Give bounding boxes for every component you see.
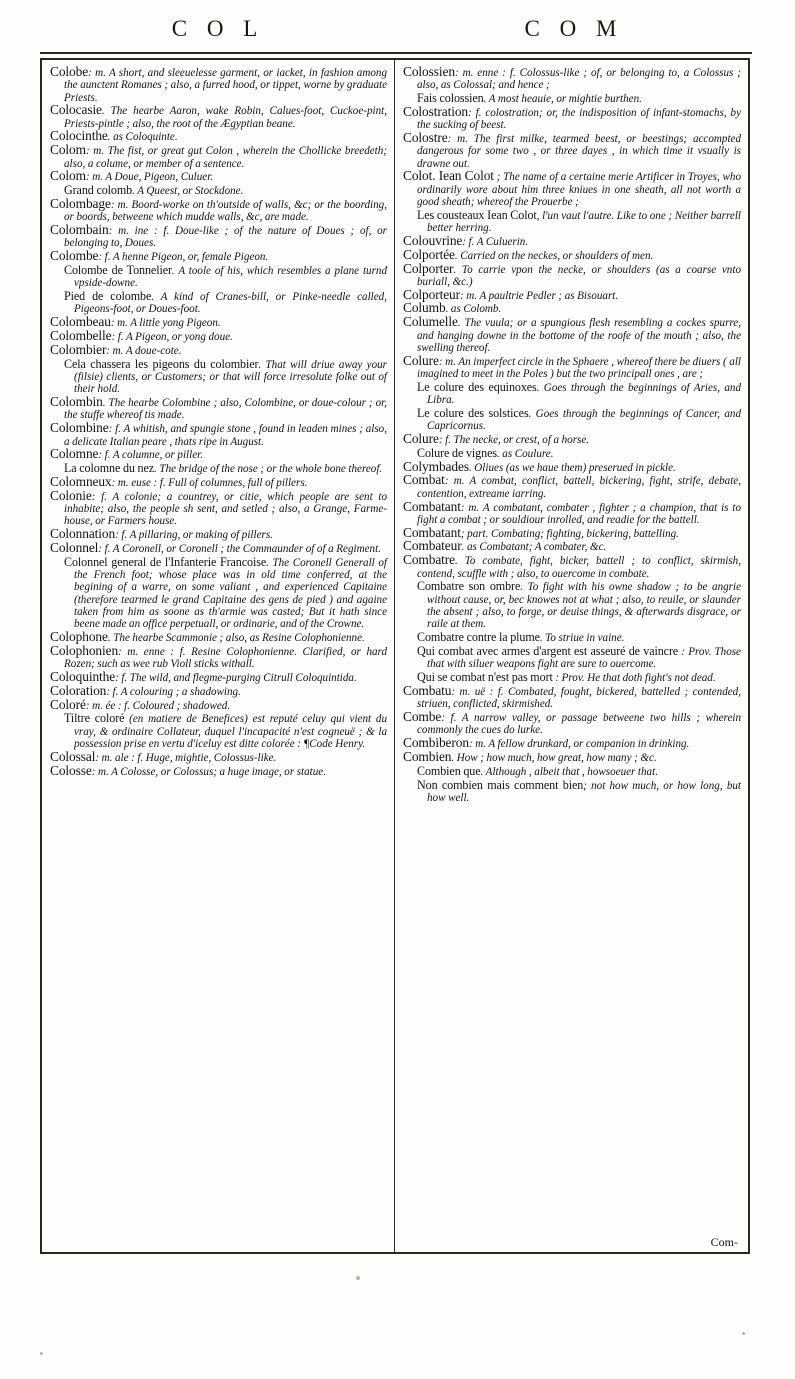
entry-definition: : f. A columne, or piller. (98, 449, 203, 462)
entry-headword: Grand colomb (64, 183, 133, 198)
entry-headword: Combat (403, 472, 445, 488)
entry-definition: . To combate, fight, bicker, battell ; to conflict, skirmish, contend, scuffle with ; also, to ouercome in combate. (417, 555, 741, 580)
dictionary-entry (50, 224, 387, 250)
entry-headword: Columelle (403, 314, 458, 330)
sub-entry (403, 645, 741, 671)
entry-definition: . The hearbe Colombine ; also, Colombine, or doue-colour ; or, the stuffe whereof tis made. (64, 397, 387, 422)
dictionary-entry (403, 103, 741, 132)
entry-definition: ; The name of a certaine merie Artificer in Troyes, who ordinarily wore about him three kniues in one sheath, all not worth a good sheath; whereof the Prouerbe ; (417, 171, 741, 208)
entry-definition: . Goes through the beginnings of Cancer, and Capricornus. (427, 407, 741, 433)
dictionary-entry (50, 476, 387, 489)
dictionary-entry (403, 430, 741, 446)
dictionary-entry (50, 170, 387, 183)
entry-definition: . as Coulure. (496, 447, 554, 460)
running-head (40, 16, 752, 50)
entry-headword: Colure (403, 430, 439, 446)
entry-headword: Colom (50, 142, 86, 158)
entry-definition: : f. A Pigeon, or yong doue. (111, 331, 233, 344)
entry-definition: : f. A colouring ; a shadowing. (106, 685, 241, 698)
dictionary-entry (403, 554, 741, 580)
entry-headword: Colostre (403, 130, 448, 146)
entry-definition: ; part. Combating; fighting, bickering, battelling. (460, 527, 679, 540)
dictionary-entry (403, 734, 741, 750)
entry-headword: Colophonien (50, 642, 119, 658)
entry-definition: : Prov. He that doth fight's not dead. (552, 671, 716, 684)
entry-definition: : m. A combat, conflict, battell, bickering, fight, strife, debate, contention, extreame iarring. (417, 475, 741, 500)
dictionary-entry (50, 396, 387, 422)
entry-headword: Combe (403, 708, 442, 724)
entry-definition: : f. The necke, or crest, of a horse. (438, 433, 590, 446)
entry-headword: Colocinthe (50, 128, 108, 144)
entry-definition: : m. The first milke, tearmed beest, or beestings; accompted dangerous for some two , or three dayes , in which time it vsually is drawne out. (417, 133, 741, 170)
dictionary-entry (403, 352, 741, 381)
entry-headword: Le colure des equinoxes (417, 379, 537, 394)
dictionary-entry (50, 696, 387, 712)
sub-entry (403, 631, 741, 644)
entry-definition: : m. enne : f. Resine Colophonienne. Clarified, or hard Rozen; such as wee rub Violl sticks withall. (64, 645, 387, 671)
running-head-left: C O L (171, 16, 265, 41)
sub-entry (50, 358, 387, 396)
entry-headword: Combatant (403, 524, 461, 540)
entry-headword: Colouvrine (403, 232, 463, 248)
dictionary-entry (50, 487, 387, 528)
entry-definition: . as Colomb. (445, 303, 502, 316)
entry-headword: Colportée (403, 246, 455, 262)
entry-headword: Colocasie (50, 102, 102, 118)
entry-definition: . A most heauie, or mightie burthen. (483, 93, 642, 106)
dictionary-entry (50, 144, 387, 170)
entry-definition: . The Coronell Generall of the French foot; whose place was in old time conferred, at the begining of a warre, on some valiant , and experienced Capitaine (therefore tearmed le grand Capitaine des gens de pied ) and againe taken from him as soone as th'armie was casted; But it hath since beene made an office perpetuall, or ordinarie, and of the Crowne. (74, 556, 387, 631)
entry-headword: Le colure des solstices (417, 405, 529, 420)
dictionary-entry (403, 170, 741, 208)
entry-definition: . The hearbe Scammonie ; also, as Resine Colophonienne. (107, 632, 365, 644)
dictionary-entry (403, 286, 741, 302)
dictionary-entry (403, 458, 741, 474)
entry-headword: Combien (403, 748, 452, 764)
entry-headword: Colom (50, 168, 86, 184)
dictionary-entry (50, 341, 387, 357)
entry-headword: Colporter (403, 260, 454, 276)
entry-headword: Colure de vignes (417, 445, 497, 460)
entry-headword: Colombier (50, 341, 107, 357)
dictionary-entry (50, 528, 387, 541)
entry-definition: : f. colostration; or, the indisposition of infant-stomachs, by the sucking of beest. (417, 106, 741, 132)
entry-definition: : f. The wild, and flegme-purging Citrull Coloquintida. (115, 671, 357, 684)
entry-definition: : m. A short, and sleeuelesse garment, or iacket, in fashion among the aunctent Romanes ; also, a furred hood, or tippet, worne by graduate Priests. (64, 67, 387, 104)
entry-definition: . To carrie vpon the necke, or shoulders (as a coarse vnto buriall, &c.) (417, 263, 741, 288)
dictionary-entry (50, 748, 387, 764)
page-sheet (40, 8, 752, 1254)
entry-definition: : m. euse : f. Full of columnes, full of pillers. (111, 477, 308, 490)
entry-headword: Combiberon (403, 734, 469, 750)
sub-entry (403, 671, 741, 684)
dictionary-entry (50, 642, 387, 671)
sub-entry (403, 765, 741, 778)
entry-headword: Colombeau (50, 314, 111, 330)
entry-definition: : f. A pillaring, or making of pillers. (115, 529, 273, 542)
head-rule (40, 52, 752, 54)
dictionary-entry (403, 316, 741, 354)
entry-headword: Colonnel (50, 540, 99, 556)
running-head-right: C O M (524, 16, 624, 41)
page-speck (742, 1332, 745, 1335)
entry-definition: : m. enne : f. Colossus-like ; of, or belonging to, a Colossus ; also, as Colossal; and hence ; (417, 67, 741, 92)
entry-definition: . The bridge of the nose ; or the whole bone thereof. (154, 463, 383, 476)
sub-entry (50, 712, 387, 750)
sub-entry (403, 407, 741, 433)
entry-headword: Colymbades (403, 458, 469, 474)
entry-headword: Qui combat avec armes d'argent est asseuré de vaincre (417, 643, 679, 658)
entry-headword: Combateur (403, 538, 462, 554)
entry-definition: . To striue in vaine. (539, 632, 625, 644)
column-left (42, 60, 395, 1252)
dictionary-entry (50, 130, 387, 143)
dictionary-entry (50, 422, 387, 448)
entry-headword: Colombain (50, 222, 109, 238)
sub-entry (50, 264, 387, 290)
entry-headword: Colossal (50, 748, 96, 764)
entry-definition: : m. An imperfect circle in the Sphaere , whereof there be diuers ( all imagined to meet in the Poles ) but the two principall ones , are ; (417, 355, 741, 380)
dictionary-entry (403, 260, 741, 289)
entry-headword: Colombelle (50, 328, 112, 344)
entry-headword: Les cousteaux Iean Colot (417, 207, 537, 222)
entry-headword: Colombe de Tonnelier (64, 263, 172, 278)
entry-definition: . Goes through the beginnings of Aries, and Libra. (427, 381, 741, 406)
dictionary-entry (50, 66, 387, 104)
entry-definition: . How ; how much, how great, how many ; &c. (451, 751, 657, 764)
entry-definition: . A toole of his, which resembles a plane turnd vpside-downe. (74, 265, 387, 290)
entry-headword: Coloré (50, 696, 86, 712)
entry-headword: Pied de colombe (64, 289, 152, 304)
dictionary-entry (403, 246, 741, 262)
entry-definition: . A kind of Cranes-bill, or Pinke-needle called, Pigeons-foot, or Doues-foot. (74, 291, 387, 316)
entry-headword: Combien que (417, 763, 481, 778)
entry-definition: : f. A colonie; a countrey, or citie, which people are sent to inhabite; also, the people sh sent, and setled ; also, a Grange, Farme-house, or Farmers house. (64, 490, 387, 528)
entry-headword: Colomne (50, 446, 99, 462)
entry-headword: Colombine (50, 420, 109, 436)
entry-headword: Combatre contre la plume (417, 630, 540, 644)
entry-definition: : m. ale : f. Huge, mightie, Colossus-like. (95, 751, 277, 764)
dictionary-entry (50, 542, 387, 555)
entry-headword: Non combien mais comment bien (417, 777, 584, 792)
entry-definition: : f. A narrow valley, or passage betweene two hills ; wherein commonly the cues do lurke. (417, 711, 741, 737)
entry-headword: Coloquinthe (50, 668, 116, 684)
entry-definition: : m. A doue-cote. (106, 344, 182, 357)
entry-definition: : Prov. Those that with siluer weapons fight are sure to ouercome. (427, 645, 741, 671)
page-speck (40, 1352, 43, 1355)
entry-headword: Colombe (50, 248, 99, 264)
dictionary-entry (50, 448, 387, 461)
entry-headword: Fais colossien (417, 91, 484, 106)
entry-definition: : m. ine : f. Doue-like ; of the nature of Doues ; of, or belonging to, Doues. (64, 225, 387, 250)
entry-definition: : m. ée : f. Coloured ; shadowed. (85, 699, 231, 712)
entry-headword: Colure (403, 352, 439, 368)
entry-definition: . Although , albeit that , howsoeuer that. (480, 765, 658, 778)
entry-headword: Colophone (50, 629, 108, 644)
sub-entry (403, 209, 741, 235)
sub-entry (50, 290, 387, 316)
entry-headword: Cela chassera les pigeons du colombier (64, 356, 259, 371)
entry-headword: Colonnation (50, 526, 116, 542)
catchword: Com- (710, 1235, 738, 1249)
dictionary-entry (403, 66, 741, 92)
entry-headword: Combatu (403, 682, 452, 698)
entry-definition: : f. A whitish, and spungie stone , found in leaden mines ; also, a delicate Italian peare , thats ripe in August. (64, 423, 387, 448)
entry-definition: : m. A combatant, combater , fighter ; a champion, that is to fight a combat ; or souldiour inrolled, and readie for the battell. (417, 501, 741, 526)
dictionary-entry (403, 474, 741, 500)
entry-headword: Combatant (403, 498, 461, 514)
entry-definition: . A Queest, or Stockdone. (132, 185, 244, 198)
entry-headword: Colonnel general de l'Infanterie Francoise (64, 554, 267, 569)
entry-definition: : f. A Culuerin. (462, 235, 529, 248)
entry-headword: Colossien (403, 64, 455, 79)
entry-definition: . Oliues (as we haue them) preserued in pickle. (468, 461, 676, 474)
dictionary-entry (50, 682, 387, 698)
entry-definition: : m. Boord-worke on th'outside of walls, &c; or the boording, or boords, betweene which mudde walls, &c, are made. (64, 199, 387, 224)
entry-headword: La colomne du nez (64, 461, 155, 476)
entry-definition: : m. A paultrie Pedler ; as Bisouart. (460, 289, 619, 302)
entry-headword: Colostration (403, 103, 469, 119)
dictionary-entry (403, 708, 741, 737)
entry-headword: Tiltre coloré (64, 711, 125, 726)
entry-definition: . That will driue away your (filsie) clients, or Customers; or that will force irresolute folke out of their hold. (74, 358, 387, 396)
entry-definition: : m. The fist, or great gut Colon , wherein the Chollicke breedeth; also, a colume, or member of a sentence. (64, 145, 387, 170)
entry-headword: Coloration (50, 682, 107, 698)
page-speck (356, 1276, 360, 1280)
entry-headword: Colomneux (50, 474, 112, 490)
dictionary-entry (50, 762, 387, 778)
dictionary-entry (403, 748, 741, 764)
entry-headword: Colosse (50, 762, 92, 778)
sub-entry (403, 580, 741, 630)
entry-definition: : m. A Doue, Pigeon, Culuer. (85, 171, 214, 184)
entry-definition: . The vuula; or a spungious flesh resembling a cockes spurre, and hanging downe in the bottome of the roofe of the mouth ; also, the swelling thereof. (417, 317, 741, 354)
entry-definition: : m. A little yong Pigeon. (110, 317, 221, 330)
entry-definition: : m. A fellow drunkard, or companion in drinking. (468, 737, 690, 750)
entry-definition: : m. A Colosse, or Colossus; a huge image, or statue. (91, 765, 326, 778)
column-right (395, 60, 748, 1252)
entry-headword: Colobe (50, 64, 89, 79)
sub-entry (50, 556, 387, 631)
entry-definition: , l'un vaut l'autre. Like to one ; Neither barrell better herring. (427, 209, 741, 234)
entry-definition: : m. uë : f. Combated, fought, bickered, battelled ; contended, striuen, conflicted, skirmished. (417, 685, 741, 711)
dictionary-entry (50, 250, 387, 263)
dictionary-entry (50, 104, 387, 130)
entry-definition: . as Coloquinte. (107, 131, 178, 144)
dictionary-entry (403, 498, 741, 527)
entry-headword: Columb (403, 300, 446, 316)
dictionary-entry (50, 198, 387, 224)
sub-entry (403, 779, 741, 805)
entry-definition: (en matiere de Benefices) est reputé celuy qui vient du vray, & ordinaire Collateur, duquel l'incapacité n'est cogneuë ; & la possession prise en vertu d'iceluy est ditte colorée : ¶Code Henry. (74, 713, 387, 750)
entry-headword: Combatre (403, 552, 456, 568)
entry-headword: Colporteur (403, 286, 461, 302)
entry-headword: Colombage (50, 196, 111, 212)
entry-definition: . as Combatant; A combater, &c. (461, 541, 607, 554)
entry-definition: . The hearbe Aaron, wake Robin, Calues-foot, Cuckoe-pint, Priests-pintle ; also, the root of the Ægyptian beane. (64, 105, 387, 130)
entry-headword: Colot. Iean Colot (403, 168, 494, 184)
text-columns (42, 60, 748, 1252)
entry-headword: Colonie (50, 487, 92, 503)
entry-definition: . To fight with his owne shadow ; to be angrie without cause, or, bec knowes not at what ; also, to reuile, or slaunder the absent ; also, to forge, or deuise things, & afterwards disgrace, or raile at them. (427, 581, 741, 631)
entry-headword: Colombin (50, 394, 103, 410)
entry-definition: . Carried on the neckes, or shoulders of men. (454, 249, 654, 262)
dictionary-entry (403, 682, 741, 711)
entry-headword: Qui se combat n'est pas mort (417, 669, 553, 684)
entry-definition: : f. A henne Pigeon, or, female Pigeon. (98, 251, 269, 264)
dictionary-entry (403, 132, 741, 170)
entry-definition: : f. A Coronell, or Coronell ; the Commaunder of of a Regiment. (98, 543, 381, 556)
entry-headword: Combatre son ombre (417, 579, 521, 594)
sub-entry (403, 381, 741, 407)
entry-definition: ; not how much, or how long, but how well. (427, 779, 741, 804)
